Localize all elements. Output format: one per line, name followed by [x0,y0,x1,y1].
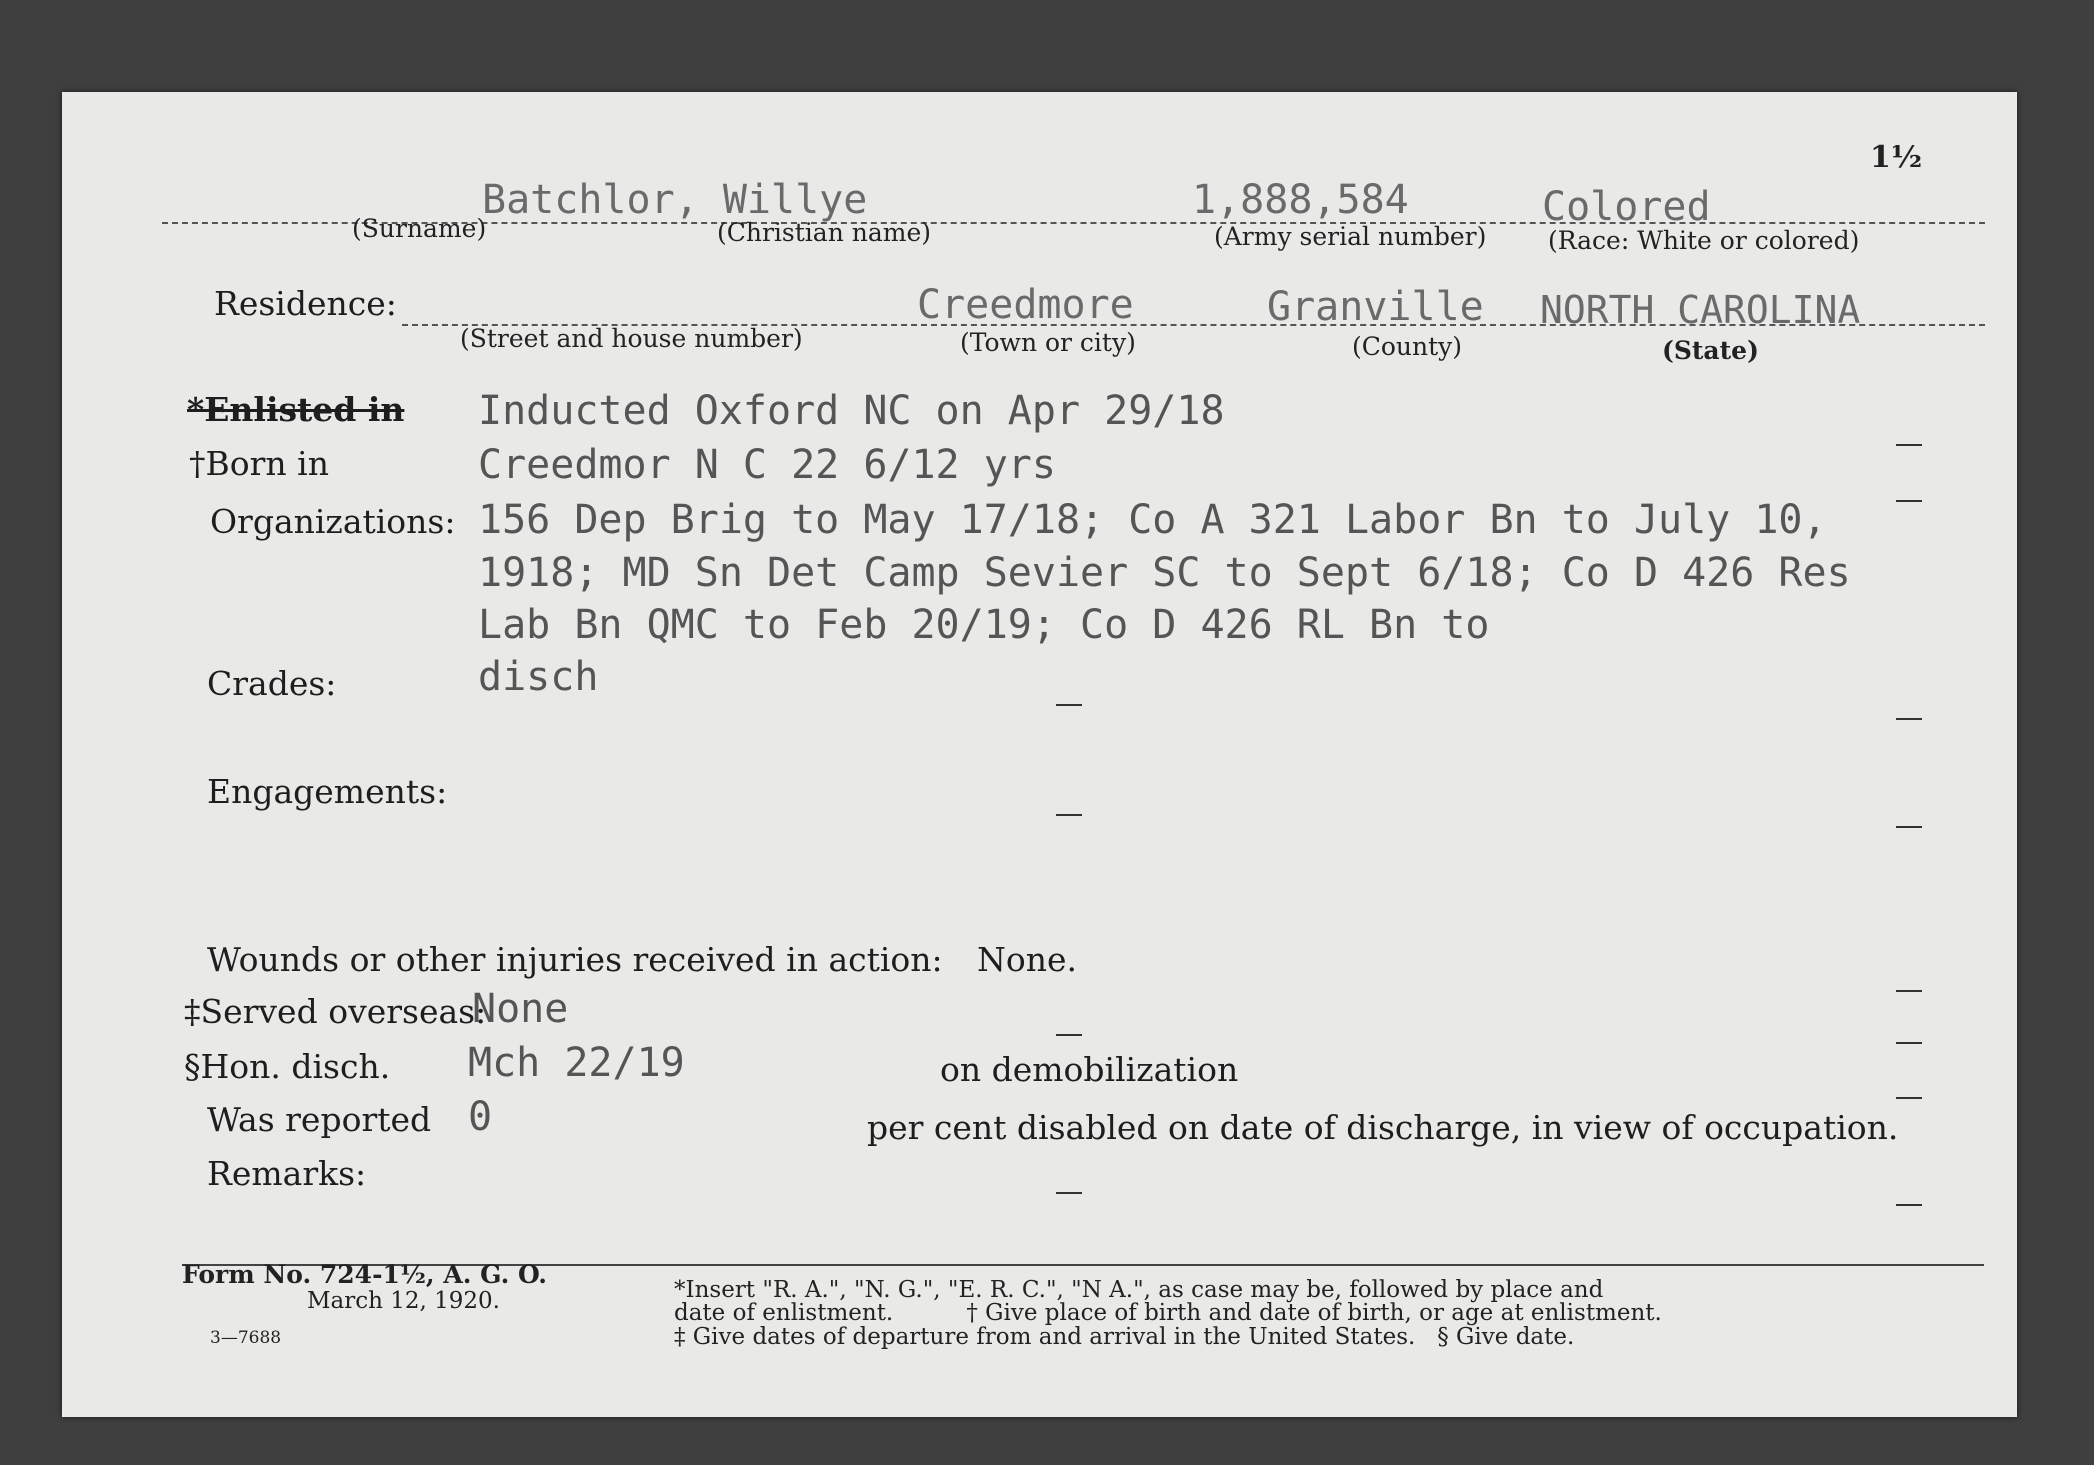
born-tick [1896,500,1922,502]
army-serial-caption: (Army serial number) [1214,222,1487,251]
hon-disch-label: §Hon. disch. [184,1047,391,1086]
town-caption: (Town or city) [960,328,1136,357]
wounds-tick [1896,990,1922,992]
state-caption: (State) [1662,336,1759,365]
engagements-label: Engagements: [207,772,448,811]
hon-disch-tick [1896,1097,1922,1099]
form-date: March 12, 1920. [307,1288,500,1314]
crades-label: Crades: [207,664,337,703]
enlisted-value: Inducted Oxford NC on Apr 29/18 [478,388,1225,434]
service-record-card [62,92,2017,1417]
organizations-label: Organizations: [210,502,456,541]
crades-value: disch [478,654,599,700]
wounds-label: Wounds or other injuries received in action: [207,940,943,979]
footnote-line-3: ‡ Give dates of departure from and arrival in the United States. § Give date. [674,1324,1575,1350]
christian-name-caption: (Christian name) [717,218,932,247]
crades-tick-mid [1056,704,1082,706]
enlisted-label: *Enlisted in [187,390,405,429]
remarks-tick-mid [1056,1192,1082,1194]
surname-caption: (Surname) [352,214,487,243]
crades-tick-right [1896,718,1922,720]
footnote-line-1: *Insert "R. A.", "N. G.", "E. R. C.", "N A.", as case may be, followed by place and [674,1277,1604,1303]
reported-note: per cent disabled on date of discharge, in view of occupation. [867,1108,1899,1147]
surname-value: Batchlor, Willye [482,177,868,223]
organizations-line-2: 1918; MD Sn Det Camp Sevier SC to Sept 6/18; Co D 426 Res [478,550,1851,596]
born-label: †Born in [189,444,329,483]
form-fraction: 1½ [1870,140,1923,175]
form-number: Form No. 724-1½, A. G. O. [182,1260,548,1289]
race-caption: (Race: White or colored) [1548,226,1860,255]
overseas-tick-mid [1056,1034,1082,1036]
hon-disch-note: on demobilization [940,1050,1239,1089]
serial-number-value: 1,888,584 [1192,177,1409,223]
organizations-line-3: Lab Bn QMC to Feb 20/19; Co D 426 RL Bn to [478,602,1490,648]
engagements-tick-mid [1056,814,1082,816]
street-caption: (Street and house number) [460,324,803,353]
overseas-tick-right [1896,1042,1922,1044]
town-value: Creedmore [917,282,1134,328]
overseas-value: None [472,986,569,1032]
form-code: 3—7688 [210,1328,282,1348]
race-value: Colored [1542,184,1711,230]
reported-value: 0 [468,1094,493,1140]
residence-label: Residence: [214,284,397,323]
reported-label: Was reported [207,1100,432,1139]
engagements-tick-right [1896,826,1922,828]
remarks-label: Remarks: [207,1154,367,1193]
remarks-tick-right [1896,1204,1922,1206]
enlisted-tick [1896,444,1922,446]
born-value: Creedmor N C 22 6/12 yrs [478,442,1056,488]
overseas-label: ‡Served overseas: [184,992,487,1031]
footnote-line-2: date of enlistment. † Give place of birth and date of birth, or age at enlistment. [674,1300,1662,1326]
hon-disch-value: Mch 22/19 [468,1040,685,1086]
organizations-line-1: 156 Dep Brig to May 17/18; Co A 321 Labor Bn to July 10, [478,497,1827,543]
county-caption: (County) [1352,332,1463,361]
wounds-value: None. [977,940,1078,979]
county-value: Granville [1267,284,1484,330]
state-value: NORTH CAROLINA [1540,288,1861,332]
